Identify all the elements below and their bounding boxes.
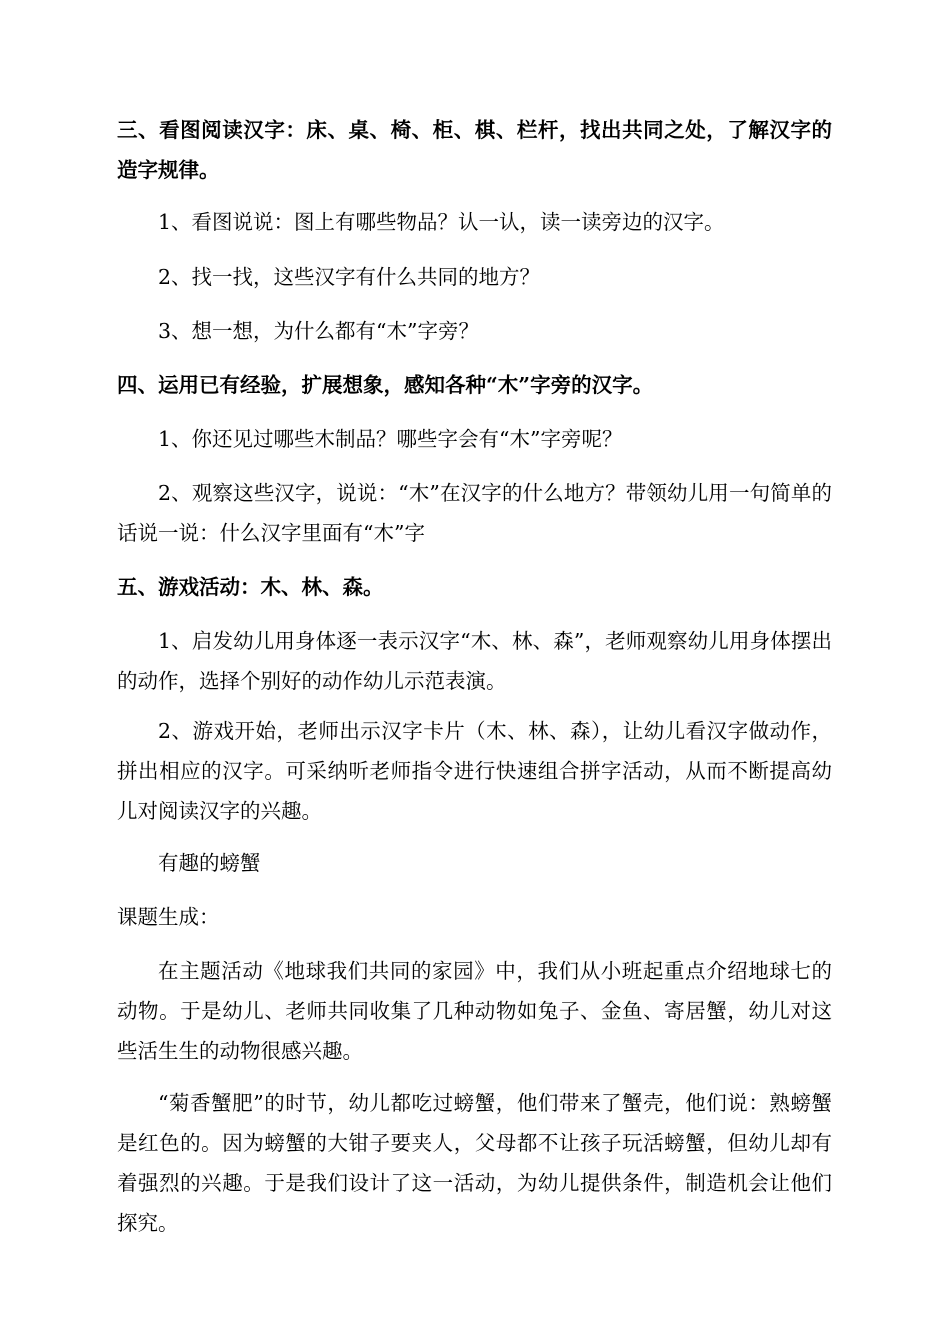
section-heading-4: 四、运用已有经验，扩展想象，感知各种“木”字旁的汉字。: [117, 373, 654, 397]
section-heading-5: 五、游戏活动：木、林、森。: [117, 575, 384, 599]
body-paragraph: “菊香蟹肥”的时节，幼儿都吃过螃蟹，他们带来了蟹壳，他们说：熟螃蟹是红色的。因为螃蟹的大钳子要夹人，父母都不让孩子玩活螃蟹，但幼儿却有着强烈的兴趣。于是我们设计了这一活动，为幼儿提供条件，制造机会让他们探究。: [117, 1091, 832, 1235]
list-item: 1、看图说说：图上有哪些物品？认一认，读一读旁边的汉字。: [158, 210, 725, 234]
body-paragraph: 在主题活动《地球我们共同的家园》中，我们从小班起重点介绍地球七的动物。于是幼儿、老师共同收集了几种动物如兔子、金鱼、寄居蟹，幼儿对这些活生生的动物很感兴趣。: [117, 959, 832, 1063]
section-heading-3: 三、看图阅读汉字：床、桌、椅、柜、棋、栏杆，找出共同之处，了解汉字的造字规律。: [117, 118, 832, 182]
list-item: 2、找一找，这些汉字有什么共同的地方？: [158, 265, 541, 289]
list-item: 1、启发幼儿用身体逐一表示汉字“木、林、森”，老师观察幼儿用身体摆出的动作，选择个别好的动作幼儿示范表演。: [117, 629, 832, 693]
list-item: 2、游戏开始，老师出示汉字卡片（木、林、森），让幼儿看汉字做动作，拼出相应的汉字。可采纳听老师指令进行快速组合拼字活动，从而不断提高幼儿对阅读汉字的兴趣。: [117, 719, 832, 823]
list-item: 1、你还见过哪些木制品？哪些字会有“木”字旁呢？: [158, 427, 623, 451]
list-item: 3、想一想，为什么都有“木”字旁？: [158, 319, 480, 343]
subsection-label: 课题生成：: [117, 905, 220, 929]
article-title: 有趣的螃蟹: [158, 851, 261, 875]
list-item: 2、观察这些汉字，说说：“木”在汉字的什么地方？带领幼儿用一句简单的话说一说：什么汉字里面有“木”字: [117, 481, 832, 545]
